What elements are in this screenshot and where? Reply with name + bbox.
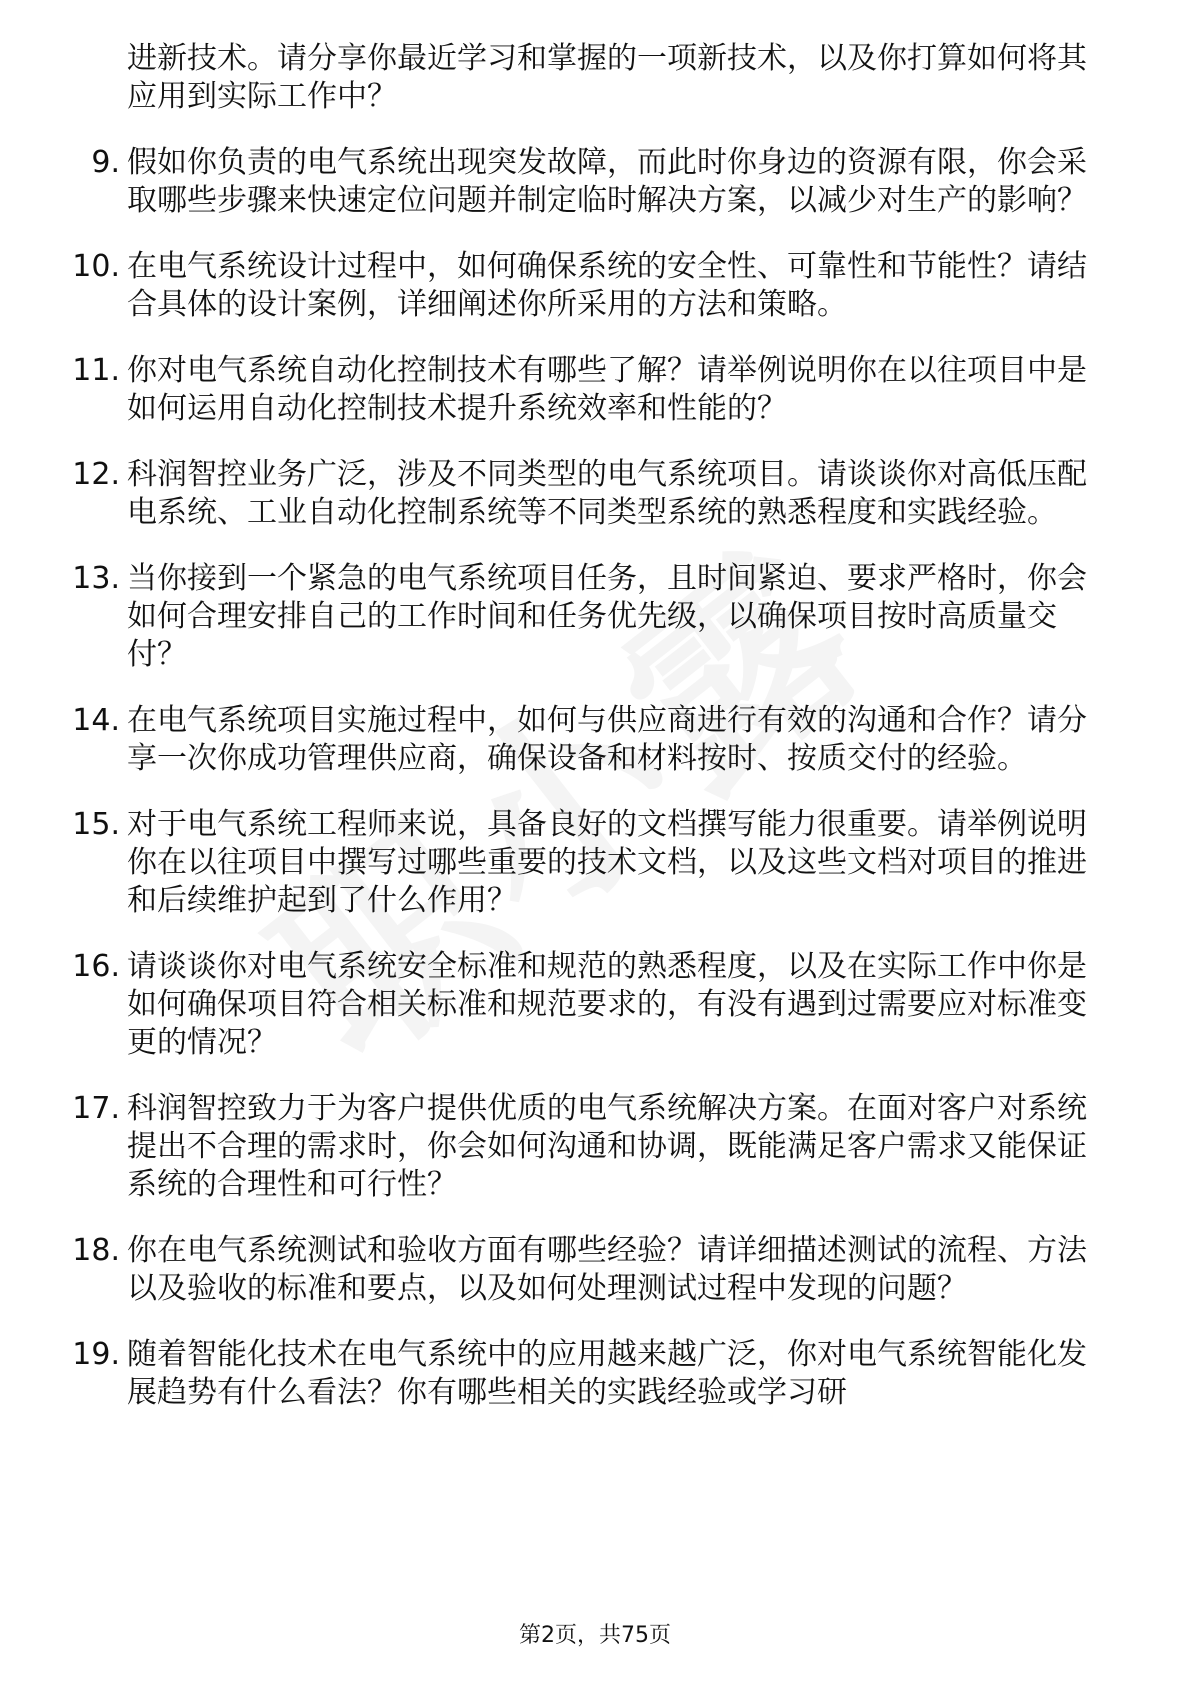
question-number: 14.	[72, 703, 120, 738]
question-number: 11.	[72, 353, 120, 388]
question-text: 对于电气系统工程师来说，具备良好的文档撰写能力很重要。请举例说明你在以往项目中撰写过哪些重要的技术文档，以及这些文档对项目的推进和后续维护起到了什么作用？	[127, 807, 1087, 918]
question-item	[0, 1090, 1190, 1204]
question-number: 12.	[72, 457, 120, 492]
question-item	[0, 1336, 1190, 1412]
question-text: 你在电气系统测试和验收方面有哪些经验？请详细描述测试的流程、方法以及验收的标准和要点，以及如何处理测试过程中发现的问题？	[127, 1233, 1087, 1306]
question-text: 随着智能化技术在电气系统中的应用越来越广泛，你对电气系统智能化发展趋势有什么看法？你有哪些相关的实践经验或学习研	[127, 1337, 1087, 1410]
question-text: 在电气系统项目实施过程中，如何与供应商进行有效的沟通和合作？请分享一次你成功管理供应商，确保设备和材料按时、按质交付的经验。	[127, 703, 1087, 776]
question-number: 17.	[72, 1091, 120, 1126]
page-footer: 第2页，共75页	[519, 1623, 671, 1648]
question-number: 16.	[72, 949, 120, 984]
question-text: 当你接到一个紧急的电气系统项目任务，且时间紧迫、要求严格时，你会如何合理安排自己的工作时间和任务优先级，以确保项目按时高质量交付？	[127, 561, 1087, 672]
question-text: 科润智控业务广泛，涉及不同类型的电气系统项目。请谈谈你对高低压配电系统、工业自动化控制系统等不同类型系统的熟悉程度和实践经验。	[127, 457, 1087, 530]
question-item	[0, 702, 1190, 778]
question-text: 请谈谈你对电气系统安全标准和规范的熟悉程度，以及在实际工作中你是如何确保项目符合相关标准和规范要求的，有没有遇到过需要应对标准变更的情况？	[127, 949, 1087, 1060]
question-list	[0, 40, 1190, 1440]
question-item	[0, 456, 1190, 532]
question-item	[0, 948, 1190, 1062]
question-text: 在电气系统设计过程中，如何确保系统的安全性、可靠性和节能性？请结合具体的设计案例，详细阐述你所采用的方法和策略。	[127, 249, 1087, 322]
question-number: 15.	[72, 807, 120, 842]
question-text: 假如你负责的电气系统出现突发故障，而此时你身边的资源有限，你会采取哪些步骤来快速定位问题并制定临时解决方案，以减少对生产的影响？	[127, 145, 1087, 218]
question-number: 10.	[72, 249, 120, 284]
question-item	[0, 144, 1190, 220]
question-item	[0, 1232, 1190, 1308]
question-item	[0, 560, 1190, 674]
question-number: 9.	[91, 145, 120, 180]
question-number: 18.	[72, 1233, 120, 1268]
question-number: 19.	[72, 1337, 120, 1372]
question-item	[0, 352, 1190, 428]
question-number: 13.	[72, 561, 120, 596]
question-text: 你对电气系统自动化控制技术有哪些了解？请举例说明你在以往项目中是如何运用自动化控制技术提升系统效率和性能的？	[127, 353, 1087, 426]
continued-question-text: 进新技术。请分享你最近学习和掌握的一项新技术，以及你打算如何将其应用到实际工作中？	[127, 41, 1087, 114]
question-item	[0, 806, 1190, 920]
question-item	[0, 248, 1190, 324]
question-text: 科润智控致力于为客户提供优质的电气系统解决方案。在面对客户对系统提出不合理的需求时，你会如何沟通和协调，既能满足客户需求又能保证系统的合理性和可行性？	[127, 1091, 1087, 1202]
